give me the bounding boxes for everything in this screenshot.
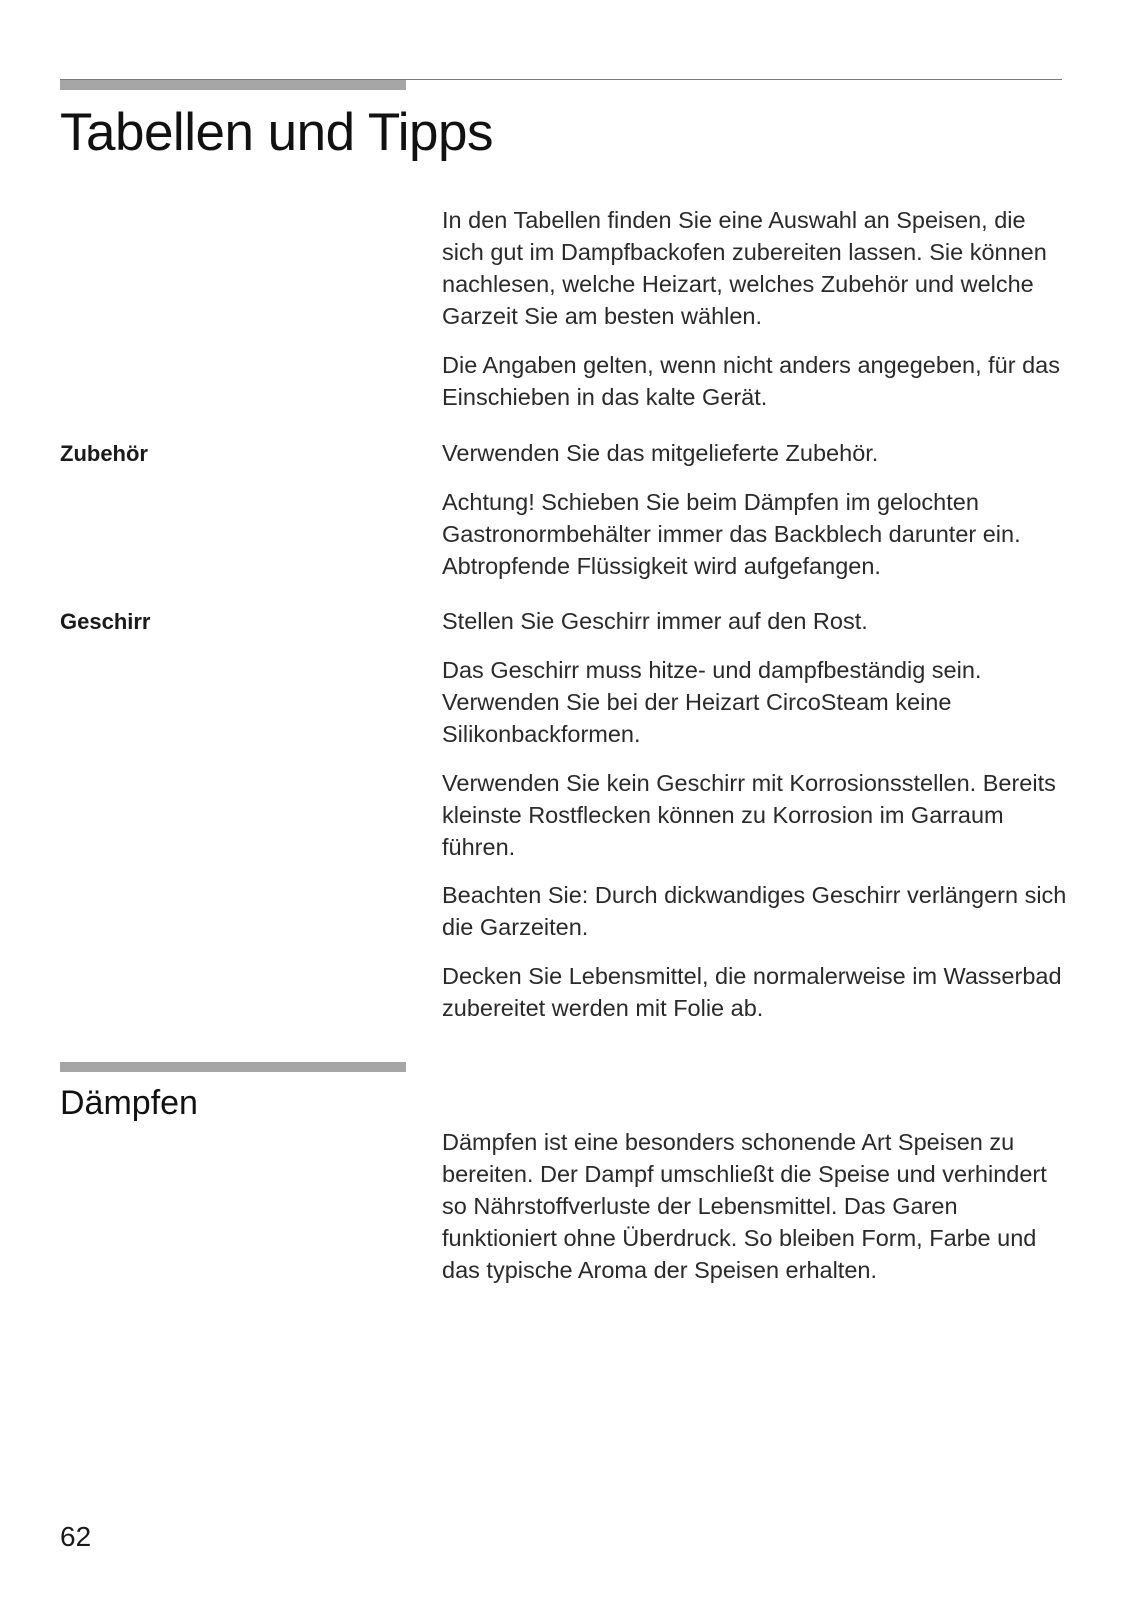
daempfen-paragraph-1: Dämpfen ist eine besonders schonende Art Speisen zu bereiten. Der Dampf umschließt die Speise und verhindert so Nährstoffverluste der Lebensmittel. Das Garen funktioniert ohne Überdruck. So bleiben Form, Farbe und das typische Aroma der Speisen erhalten.	[442, 1129, 1047, 1283]
section-title-daempfen: Dämpfen	[60, 1084, 198, 1122]
geschirr-paragraph-5: Decken Sie Lebensmittel, die normalerweise im Wasserbad zubereitet werden mit Folie ab.	[442, 963, 1062, 1021]
geschirr-paragraph-1: Stellen Sie Geschirr immer auf den Rost.	[442, 608, 868, 634]
geschirr-paragraph-3: Verwenden Sie kein Geschirr mit Korrosionsstellen. Bereits kleinste Rostflecken können zu Korrosion im Garraum führen.	[442, 770, 1056, 860]
geschirr-paragraph-2: Das Geschirr muss hitze- und dampfbeständig sein. Verwenden Sie bei der Heizart CircoSteam keine Silikonbackformen.	[442, 657, 982, 747]
header-rule-thick	[60, 80, 406, 90]
geschirr-paragraph-4: Beachten Sie: Durch dickwandiges Geschirr verlängern sich die Garzeiten.	[442, 882, 1067, 940]
page-title: Tabellen und Tipps	[60, 103, 493, 162]
section-rule-daempfen	[60, 1062, 406, 1072]
zubehoer-paragraph-1: Verwenden Sie das mitgelieferte Zubehör.	[442, 440, 879, 466]
intro-paragraph-1: In den Tabellen finden Sie eine Auswahl an Speisen, die sich gut im Dampfbackofen zubereiten lassen. Sie können nachlesen, welche Heizart, welches Zubehör und welche Garzeit Sie am besten wählen.	[442, 207, 1047, 329]
intro-paragraph-2: Die Angaben gelten, wenn nicht anders angegeben, für das Einschieben in das kalte Gerät.	[442, 352, 1060, 410]
section-label-geschirr: Geschirr	[60, 609, 151, 634]
zubehoer-paragraph-2: Achtung! Schieben Sie beim Dämpfen im gelochten Gastronormbehälter immer das Backblech darunter ein. Abtropfende Flüssigkeit wird aufgefangen.	[442, 489, 1021, 579]
page-number: 62	[60, 1521, 92, 1552]
section-label-zubehoer: Zubehör	[60, 441, 148, 466]
